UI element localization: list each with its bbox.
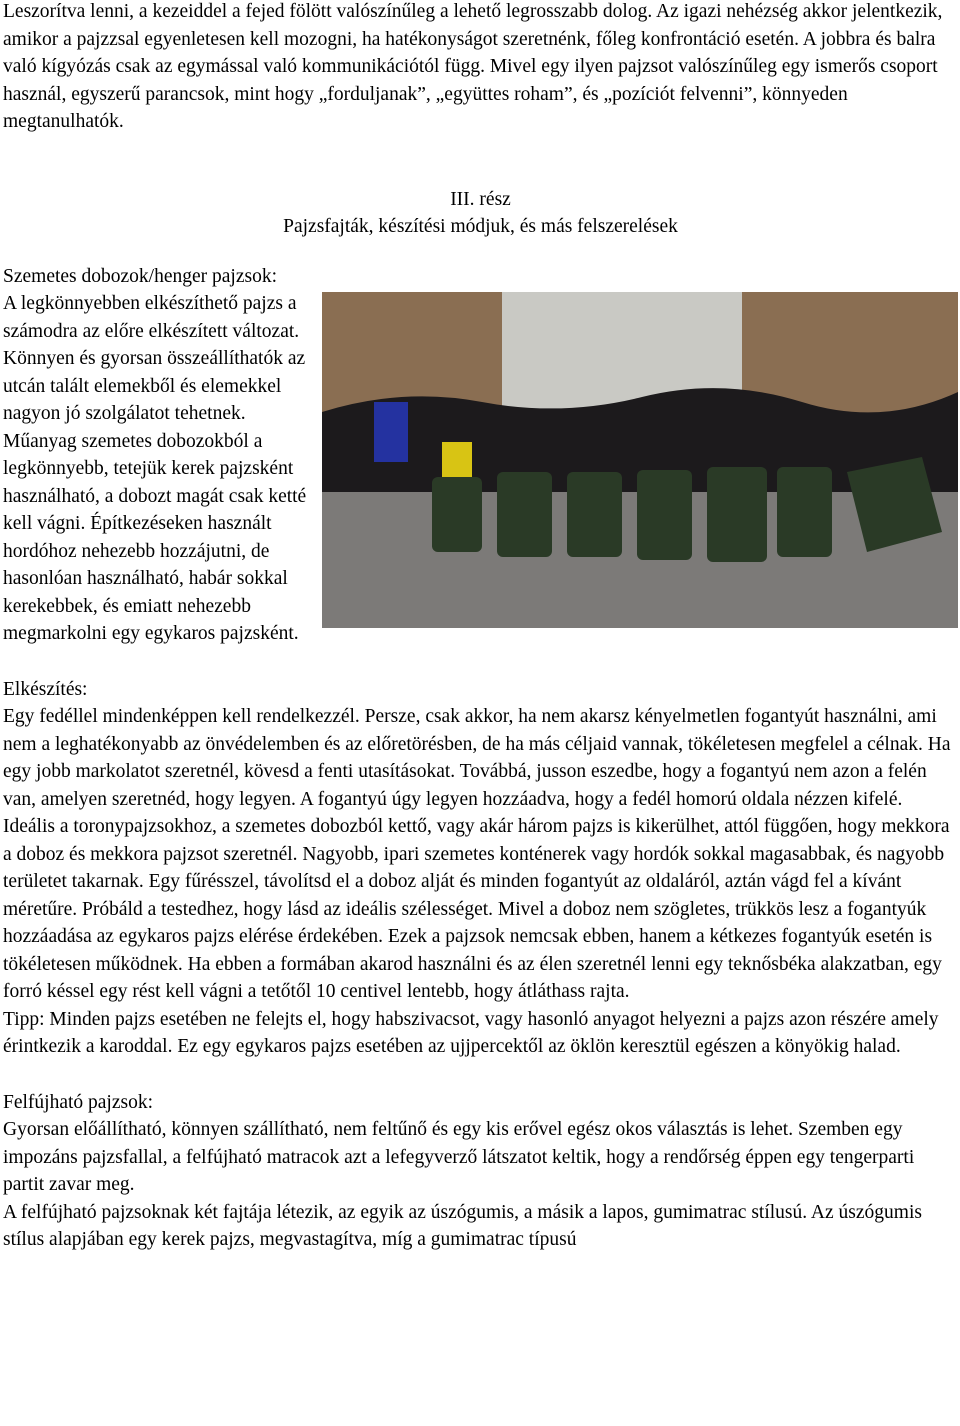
preparation-paragraph: Egy fedéllel mindenképpen kell rendelkezzél. Persze, csak akkor, ha nem akarsz kényelmetlen fogantyút használni, ami nem a leghatékonyabb az önvédelemben és az előretörésben, de ha más céljaid vannak, tökéletesen megfelel a célnak. Ha egy jobb markolatot szeretnél, kövesd a fenti utasításokat. Továbbá, jusson eszedbe, hogy a fogantyú nem azon a felén van, amelyen szeretnéd, hogy legyen. A fogantyú úgy legyen hozzáadva, hogy a fedél homorú oldala nézzen kifelé. — [3, 706, 951, 810]
section-title: Pajzsfajták, készítési módjuk, és más felszerelések — [283, 216, 678, 237]
protest-photo-icon — [322, 292, 958, 628]
spacer — [3, 241, 958, 263]
trash-shields-text: A legkönnyebben elkészíthető pajzs a számodra az előre elkészített változat. Könnyen és gyorsan összeállíthatók az utcán talált elemekből és elemekkel nagyon jó szolgálatot tehetnek. Műanyag szemetes dobozokból a legkönnyebb, tetejük kerek pajzsként használható, a dobozt magát csak ketté kell vágni. Építkezéseken használt hordóhoz nehezebb hozzájutni, de hasonlóan használható, habár sokkal kerekebbek, és emiatt nehezebb megmarkolni egy egykaros pajzsként. — [3, 293, 307, 644]
intro-paragraph: Leszorítva lenni, a kezeiddel a fejed fölött valószínűleg a lehető legrosszabb dolog. Az igazi nehézség akkor jelentkezik, amikor a pajzzsal egyenletesen kell mozogni, ha hatékonyságot szeretnénk, főleg konfrontáció esetén. A jobbra és balra való kígyózás csak az egymással való kommunikációtól függ. Mivel egy ilyen pajzsot valószínűleg egy ismerős csoport használ, egyszerű parancsok, mint hogy „forduljanak”, „együttes roham”, és „pozíciót felvenni”, könnyeden megtanulhatók. — [3, 1, 943, 132]
protest-photo — [322, 292, 958, 628]
spacer — [3, 1061, 958, 1089]
inflatable-heading: Felfújható pajzsok: — [3, 1091, 154, 1113]
document-page — [3, 0, 958, 1254]
trash-shields-heading: Szemetes dobozok/henger pajzsok: — [3, 265, 277, 287]
preparation-tip: Tipp: Minden pajzs esetében ne felejts el, hogy habszivacsot, vagy hasonló anyagot helyezni a pajzs azon részére amely érintkezik a karoddal. Ez egy egykaros pajzs esetében az ujjpercektől az öklön keresztül egészen a könyökig halad. — [3, 1008, 939, 1057]
section-number: III. rész — [450, 188, 511, 210]
preparation-paragraph: Ideális a toronypajzsokhoz, a szemetes dobozból kettő, vagy akár három pajzs is kikerülhet, attól függően, hogy mekkora a doboz és mekkora pajzsot szeretnél. Nagyobb, ipari szemetes konténerek vagy hordók sokkal magasabbak, és nagyobb területet takarnak. Egy fűrésszel, távolítsd el a doboz alját és minden fogantyút az oldaláról, aztán vágd fel a kívánt méretűre. Próbáld a testedhez, hogy lásd az ideális szélességet. Mivel a doboz nem szögletes, trükkös lesz a fogantyúk hozzáadása az egykaros pajzs elérése érdekében. Ezek a pajzsok nemcsak ebben, hanem a kétkezes fogantyúk esetén is tökéletesen működnek. Ha ebben a formában akarod használni és az élen szeretnél lenni egy teknősbéka alakzatban, egy forró késsel egy rést kell vágni a tetőtől 10 centivel lentebb, hogy átláthass rajta. — [3, 816, 950, 1002]
inflatable-paragraph: A felfújható pajzsoknak két fajtája létezik, az egyik az úszógumis, a másik a lapos, gumimatrac stílusú. Az úszógumis stílus alapjában egy kerek pajzs, megvastagítva, míg a gumimatrac típusú — [3, 1201, 922, 1250]
preparation-heading: Elkészítés: — [3, 678, 88, 700]
spacer — [3, 648, 958, 676]
inflatable-paragraph: Gyorsan előállítható, könnyen szállítható, nem feltűnő és egy kis erővel egész okos választás is lehet. Szemben egy impozáns pajzsfallal, a felfújható matracok azt a lefegyverző látszatot keltik, hogy a rendőrség éppen egy tengerparti partit zavar meg. — [3, 1119, 915, 1195]
